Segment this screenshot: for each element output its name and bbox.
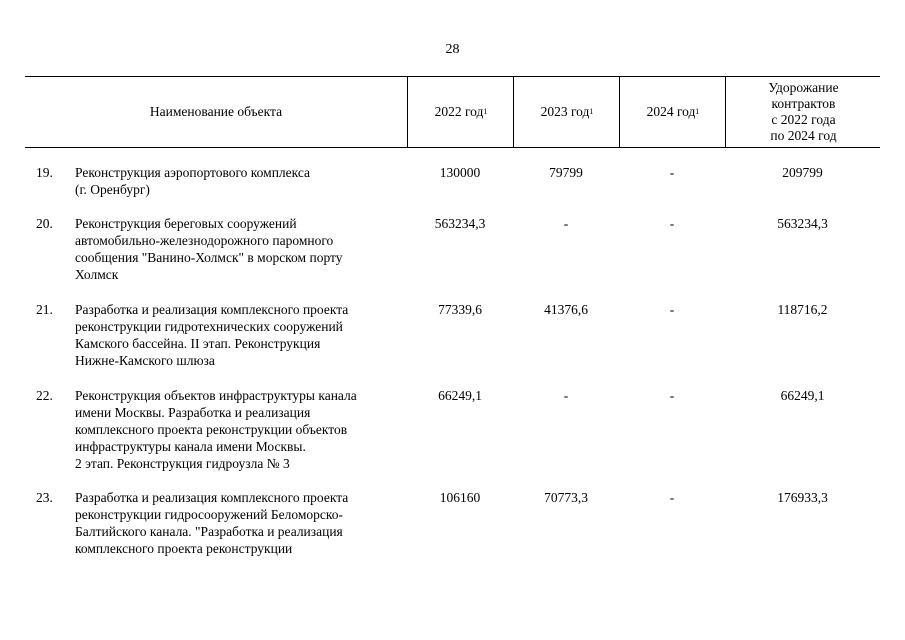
row-value-2022: 77339,6	[438, 302, 482, 317]
row-name: Реконструкция аэропортового комплекса (г. Оренбург)	[75, 165, 311, 197]
header-2024: 2024 год 1	[619, 77, 726, 147]
row-value-2024: -	[669, 216, 675, 231]
row-value-total: 176933,3	[777, 490, 828, 505]
row-value-2022: 66249,1	[438, 388, 482, 403]
row-value-2024: -	[669, 490, 675, 505]
table-header	[25, 76, 880, 148]
header-name	[25, 77, 407, 147]
row-value-2023: 41376,6	[544, 302, 588, 317]
table-row	[25, 489, 880, 569]
row-value-2023: 70773,3	[544, 490, 588, 505]
header-name-label: Наименование объекта	[149, 104, 283, 119]
page-number: 28	[445, 42, 460, 57]
row-value-2024: -	[669, 302, 675, 317]
row-value-2023: -	[563, 216, 569, 231]
row-value-2023: 79799	[549, 165, 583, 180]
row-value-2022: 130000	[439, 165, 481, 180]
row-value-2022: 563234,3	[434, 216, 486, 231]
row-name: Разработка и реализация комплексного проекта реконструкции гидротехнических сооружений Камского бассейна. II этап. Реконструкция Нижне-Камского шлюза	[75, 302, 349, 368]
row-value-total: 209799	[782, 165, 823, 180]
row-value-total: 563234,3	[777, 216, 828, 231]
row-value-total: 66249,1	[780, 388, 825, 403]
row-value-2024: -	[669, 388, 675, 403]
header-2022: 2022 год 1	[407, 77, 514, 147]
row-name: Реконструкция объектов инфраструктуры канала имени Москвы. Разработка и реализация комплексного проекта реконструкции объектов инфраструктуры канала имени Москвы. 2 этап. Реконструкция гидроузла № 3	[75, 388, 357, 471]
row-name: Разработка и реализация комплексного проекта реконструкции гидросооружений Беломорско- Балтийского канала. "Разработка и реализация комплексного проекта реконструкции	[75, 490, 349, 556]
header-2024-label: 2024 год	[646, 104, 696, 119]
table-row	[25, 387, 880, 489]
row-number: 21.	[36, 302, 53, 317]
table-row	[25, 215, 880, 301]
row-number: 20.	[36, 216, 53, 231]
header-total-label: Удорожание контрактов с 2022 года по 2024 год	[768, 80, 839, 143]
table-row	[25, 164, 880, 215]
row-value-2023: -	[563, 388, 569, 403]
header-total	[725, 77, 881, 147]
row-number: 23.	[36, 490, 53, 505]
row-number: 19.	[36, 165, 53, 180]
row-name: Реконструкция береговых сооружений автомобильно-железнодорожного паромного сообщения "Ванино-Холмск" в морском порту Холмск	[75, 216, 343, 282]
header-2023: 2023 год 1	[513, 77, 620, 147]
row-value-2022: 106160	[439, 490, 481, 505]
row-number: 22.	[36, 388, 53, 403]
header-2022-label: 2022 год	[434, 104, 484, 119]
table-row	[25, 301, 880, 387]
row-value-2024: -	[669, 165, 675, 180]
row-value-total: 118716,2	[777, 302, 828, 317]
table-body	[25, 164, 880, 569]
header-2023-label: 2023 год	[540, 104, 590, 119]
